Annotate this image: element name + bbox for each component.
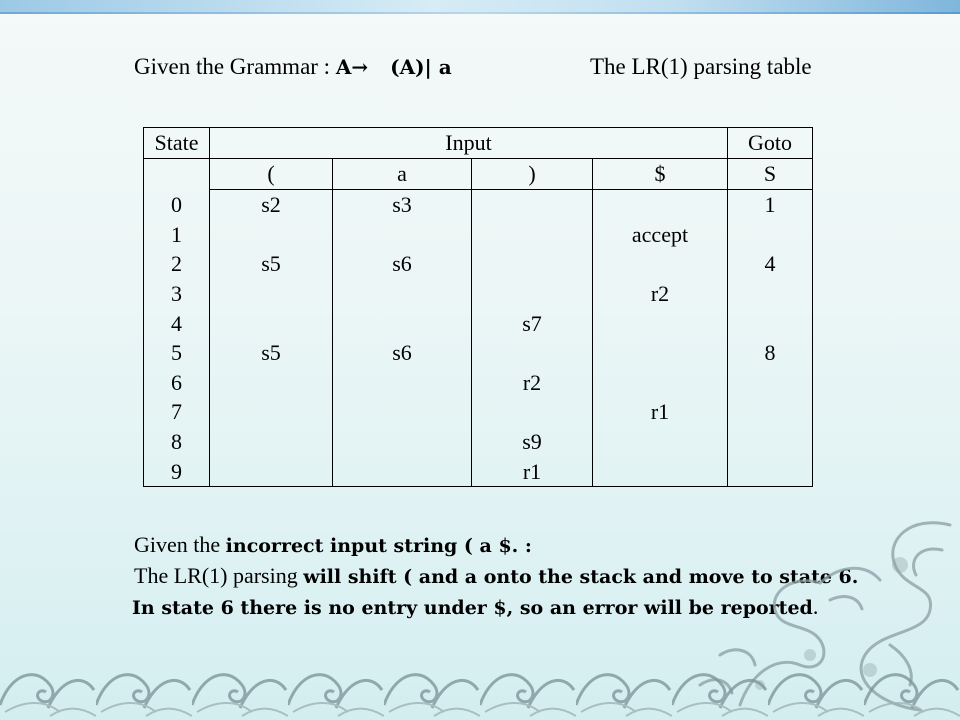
table-row	[144, 338, 813, 368]
cell-dollar	[593, 308, 728, 338]
cell-rparen: s9	[472, 427, 593, 457]
cell-dollar: accept	[593, 220, 728, 250]
cell-goto	[728, 279, 813, 309]
cell-rparen	[472, 249, 593, 279]
cell-dollar	[593, 190, 728, 220]
cell-a	[333, 397, 472, 427]
cell-a: s6	[333, 249, 472, 279]
cell-state: 5	[144, 338, 210, 368]
grammar-title	[134, 54, 452, 80]
grammar-rule-lhs: A→	[335, 55, 369, 79]
top-decorative-bar	[0, 0, 960, 12]
grammar-prefix: Given the Grammar :	[134, 54, 336, 79]
cell-state: 2	[144, 249, 210, 279]
header-state: State	[144, 128, 210, 159]
cell-a	[333, 308, 472, 338]
table-row	[144, 427, 813, 457]
header-symbol-s: S	[728, 159, 813, 190]
cell-a: s3	[333, 190, 472, 220]
cell-dollar	[593, 368, 728, 398]
explanation-line-3: In state 6 there is no entry under $, so an error will be reported.	[132, 594, 819, 619]
header-state-blank	[144, 159, 210, 190]
top-decorative-line	[0, 12, 960, 14]
cell-goto: 8	[728, 338, 813, 368]
table-row	[144, 220, 813, 250]
cell-a	[333, 220, 472, 250]
table-row	[144, 190, 813, 220]
table-title: The LR(1) parsing table	[590, 54, 812, 79]
table-row	[144, 368, 813, 398]
cell-lparen	[210, 397, 333, 427]
table-row	[144, 279, 813, 309]
cell-lparen	[210, 427, 333, 457]
header-symbol-rparen: )	[472, 159, 593, 190]
cell-dollar	[593, 338, 728, 368]
cell-a	[333, 456, 472, 486]
cell-goto	[728, 308, 813, 338]
cell-lparen	[210, 220, 333, 250]
explanation-line-1: Given the incorrect input string ( a $. :	[134, 532, 532, 557]
cell-lparen	[210, 308, 333, 338]
header-symbol-dollar: $	[593, 159, 728, 190]
cell-goto	[728, 368, 813, 398]
cell-dollar: r2	[593, 279, 728, 309]
cell-goto: 4	[728, 249, 813, 279]
cell-state: 9	[144, 456, 210, 486]
cell-rparen: s7	[472, 308, 593, 338]
table-row	[144, 308, 813, 338]
cell-a	[333, 368, 472, 398]
cell-rparen	[472, 279, 593, 309]
cell-goto: 1	[728, 190, 813, 220]
cell-rparen	[472, 397, 593, 427]
header-goto: Goto	[728, 128, 813, 159]
cell-a: s6	[333, 338, 472, 368]
cell-lparen	[210, 279, 333, 309]
cell-goto	[728, 427, 813, 457]
table-row	[144, 456, 813, 486]
cell-lparen: s5	[210, 338, 333, 368]
cell-rparen: r2	[472, 368, 593, 398]
wave-border-ornament	[0, 650, 960, 720]
cell-lparen	[210, 456, 333, 486]
cell-rparen	[472, 338, 593, 368]
cell-dollar	[593, 249, 728, 279]
cell-goto	[728, 397, 813, 427]
cell-dollar	[593, 456, 728, 486]
cell-rparen	[472, 190, 593, 220]
header-symbol-lparen: (	[210, 159, 333, 190]
cell-dollar	[593, 427, 728, 457]
cell-state: 7	[144, 397, 210, 427]
cell-goto	[728, 456, 813, 486]
header-symbol-a: a	[333, 159, 472, 190]
cell-lparen: s2	[210, 190, 333, 220]
cell-rparen: r1	[472, 456, 593, 486]
lr1-parsing-table	[143, 127, 813, 487]
table-row	[144, 397, 813, 427]
cell-state: 6	[144, 368, 210, 398]
cell-state: 4	[144, 308, 210, 338]
cell-state: 8	[144, 427, 210, 457]
cell-a	[333, 279, 472, 309]
grammar-rule-rhs: (A)| a	[390, 55, 452, 79]
cell-state: 1	[144, 220, 210, 250]
cell-state: 3	[144, 279, 210, 309]
cell-dollar: r1	[593, 397, 728, 427]
cell-state: 0	[144, 190, 210, 220]
cell-lparen: s5	[210, 249, 333, 279]
cell-rparen	[472, 220, 593, 250]
table-row	[144, 249, 813, 279]
explanation-line-2: The LR(1) parsing will shift ( and a onto the stack and move to state 6.	[134, 563, 859, 588]
header-input: Input	[210, 128, 728, 159]
cell-lparen	[210, 368, 333, 398]
cell-goto	[728, 220, 813, 250]
cell-a	[333, 427, 472, 457]
